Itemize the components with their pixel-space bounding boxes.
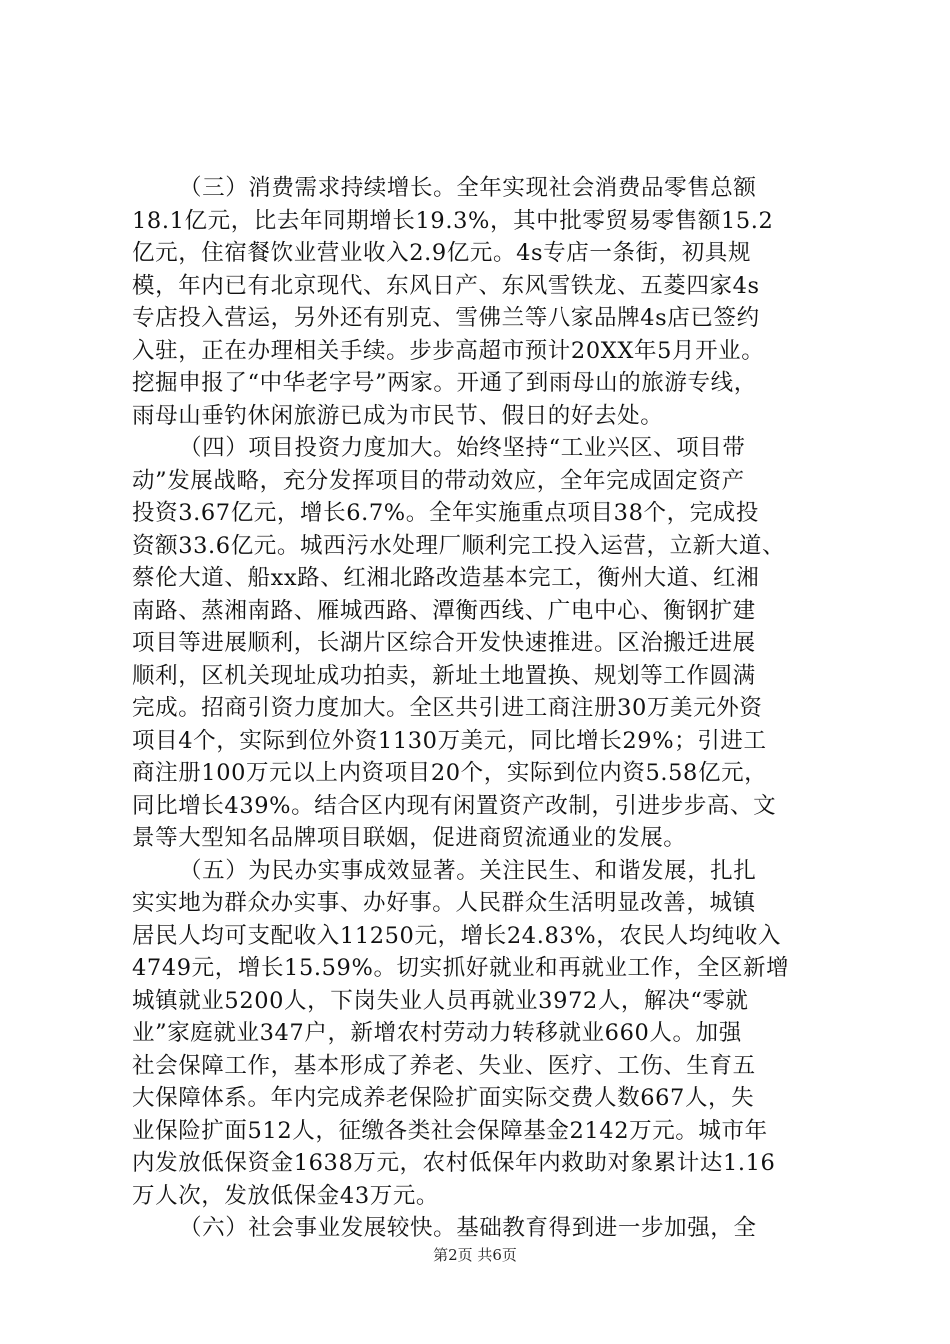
paragraph-line: 18.1亿元，比去年同期增长19.3%，其中批零贸易零售额15.2	[132, 207, 774, 234]
paragraph-line: 蔡伦大道、船xx路、红湘北路改造基本完工，衡州大道、红湘	[132, 565, 760, 591]
paragraph-line: 业”家庭就业347户，新增农村劳动力转移就业660人。加强	[132, 1020, 742, 1046]
paragraph-line: 模，年内已有北京现代、东风日产、东风雪铁龙、五菱四家4s	[132, 272, 760, 299]
paragraph-first-line: （四）项目投资力度加大。始终坚持“工业兴区、项目带	[179, 435, 746, 461]
paragraph-line: 居民人均可支配收入11250元，增长24.83%，农民人均纯收入	[132, 922, 782, 949]
paragraph-line: 4749元，增长15.59%。切实抓好就业和再就业工作，全区新增	[132, 955, 790, 981]
paragraph-line: 项目4个，实际到位外资1130万美元，同比增长29%；引进工	[132, 727, 767, 754]
paragraph-line: 投资3.67亿元，增长6.7%。全年实施重点项目38个，完成投	[132, 500, 759, 526]
paragraph-line: 商注册100万元以上内资项目20个，实际到位内资5.58亿元，	[132, 760, 768, 786]
paragraph-line: 社会保障工作，基本形成了养老、失业、医疗、工伤、生育五	[132, 1052, 756, 1079]
document-body	[132, 172, 832, 1245]
paragraph-line: 景等大型知名品牌项目联姻，促进商贸流通业的发展。	[132, 825, 687, 851]
paragraph-line: 项目等进展顺利，长湖片区综合开发快速推进。区治搬迁进展	[132, 630, 756, 656]
paragraph-line: 动”发展战略，充分发挥项目的带动效应，全年完成固定资产	[132, 467, 745, 494]
paragraph-first-line: （六）社会事业发展较快。基础教育得到进一步加强，全	[179, 1215, 757, 1241]
paragraph-line: 万人次，发放低保金43万元。	[132, 1182, 440, 1209]
paragraph-line: 雨母山垂钓休闲旅游已成为市民节、假日的好去处。	[132, 402, 664, 429]
paragraph-line: 实实地为群众办实事、办好事。人民群众生活明显改善，城镇	[132, 890, 756, 916]
paragraph-line: 内发放低保资金1638万元，农村低保年内救助对象累计达1.16	[132, 1150, 776, 1176]
paragraph-line: 专店投入营运，另外还有别克、雪佛兰等八家品牌4s店已签约	[132, 305, 760, 331]
page-footer	[0, 1244, 950, 1265]
paragraph-line: 资额33.6亿元。城西污水处理厂顺利完工投入运营，立新大道、	[132, 532, 786, 559]
paragraph-line: 南路、蒸湘南路、雁城西路、潭衡西线、广电中心、衡钢扩建	[132, 597, 756, 624]
paragraph-first-line: （五）为民办实事成效显著。关注民生、和谐发展，扎扎	[179, 857, 757, 884]
page-number-label: 第2页 共6页	[433, 1246, 517, 1264]
paragraph-first-line: （三）消费需求持续增长。全年实现社会消费品零售总额	[179, 175, 757, 201]
paragraph-line: 亿元，住宿餐饮业营业收入2.9亿元。4s专店一条街，初具规	[132, 240, 752, 266]
paragraph-line: 城镇就业5200人，下岗失业人员再就业3972人，解决“零就	[132, 987, 749, 1014]
paragraph-line: 大保障体系。年内完成养老保险扩面实际交费人数667人，失	[132, 1085, 755, 1111]
paragraph-line: 挖掘申报了“中华老字号”两家。开通了到雨母山的旅游专线，	[132, 370, 757, 396]
paragraph-line: 业保险扩面512人，征缴各类社会保障基金2142万元。城市年	[132, 1117, 768, 1144]
paragraph-line: 顺利，区机关现址成功拍卖，新址土地置换、规划等工作圆满	[132, 662, 756, 689]
paragraph-line: 完成。招商引资力度加大。全区共引进工商注册30万美元外资	[132, 695, 763, 721]
paragraph-line: 入驻，正在办理相关手续。步步高超市预计20XX年5月开业。	[132, 337, 765, 364]
paragraph-line: 同比增长439%。结合区内现有闲置资产改制，引进步步高、文	[132, 792, 777, 819]
